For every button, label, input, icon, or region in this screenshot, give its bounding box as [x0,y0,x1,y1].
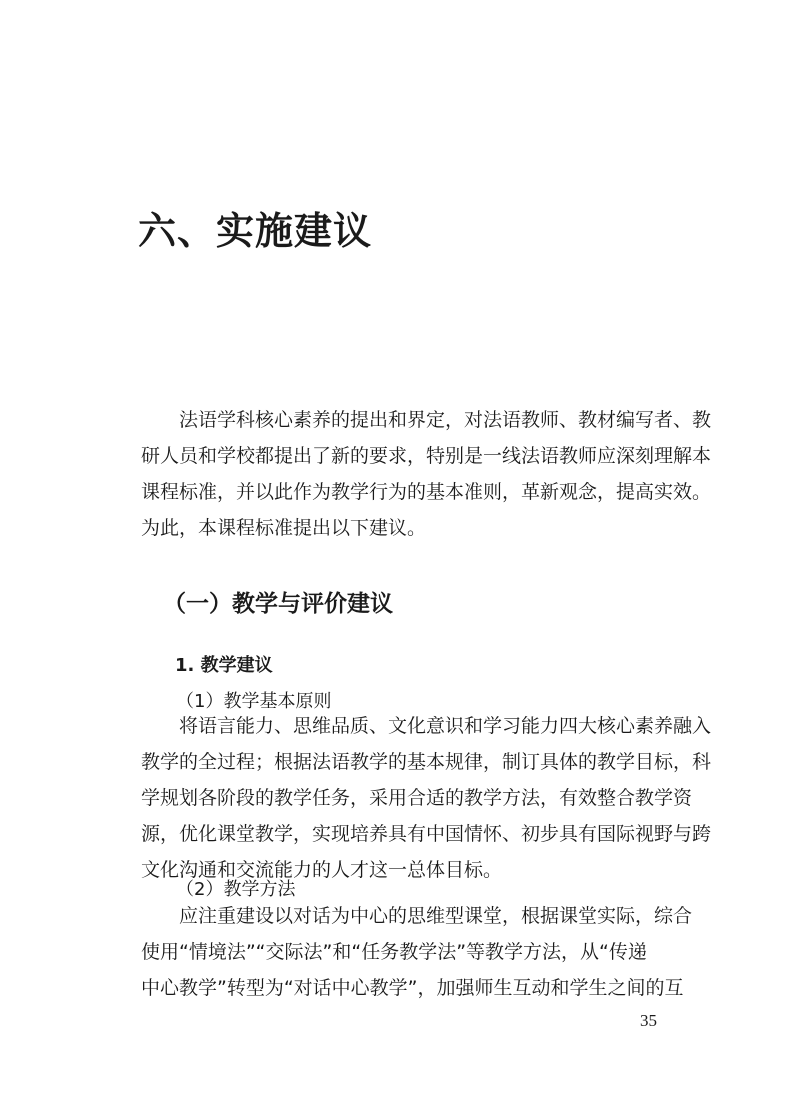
page-number: 35 [640,1011,657,1030]
method-line: 应注重建设以对话为中心的思维型课堂，根据课堂实际，综合 [179,905,693,927]
principle-paragraph [141,708,712,888]
principle-line: 源，优化课堂教学，实现培养具有中国情怀、初步具有国际视野与跨 [141,823,712,845]
intro-line: 课程标准，并以此作为教学行为的基本准则，革新观念，提高实效。 [141,481,712,503]
intro-line: 为此，本课程标准提出以下建议。 [141,517,427,539]
principle-line: 教学的全过程；根据法语教学的基本规律，制订具体的教学目标，科 [141,751,712,773]
intro-paragraph [141,402,712,546]
method-line: 中心教学”转型为“对话中心教学”，加强师生互动和学生之间的互 [141,977,684,999]
section-heading: （一）教学与评价建议 [163,590,393,617]
method-line: 使用“情境法”“交际法”和“任务教学法”等教学方法，从“传递 [141,941,647,963]
method-label: （2）教学方法 [176,879,296,900]
intro-line: 研人员和学校都提出了新的要求，特别是一线法语教师应深刻理解本 [141,445,712,467]
principle-line: 文化沟通和交流能力的人才这一总体目标。 [141,859,503,881]
principle-line: 学规划各阶段的教学任务，采用合适的教学方法，有效整合教学资 [141,787,693,809]
intro-line: 法语学科核心素养的提出和界定，对法语教师、教材编写者、教 [179,409,712,431]
principle-line: 将语言能力、思维品质、文化意识和学习能力四大核心素养融入 [179,715,712,737]
chapter-title: 六、实施建议 [138,208,373,253]
subheading: 1. 教学建议 [175,655,273,676]
principle-label: （1）教学基本原则 [176,691,332,712]
method-paragraph [141,898,693,1006]
